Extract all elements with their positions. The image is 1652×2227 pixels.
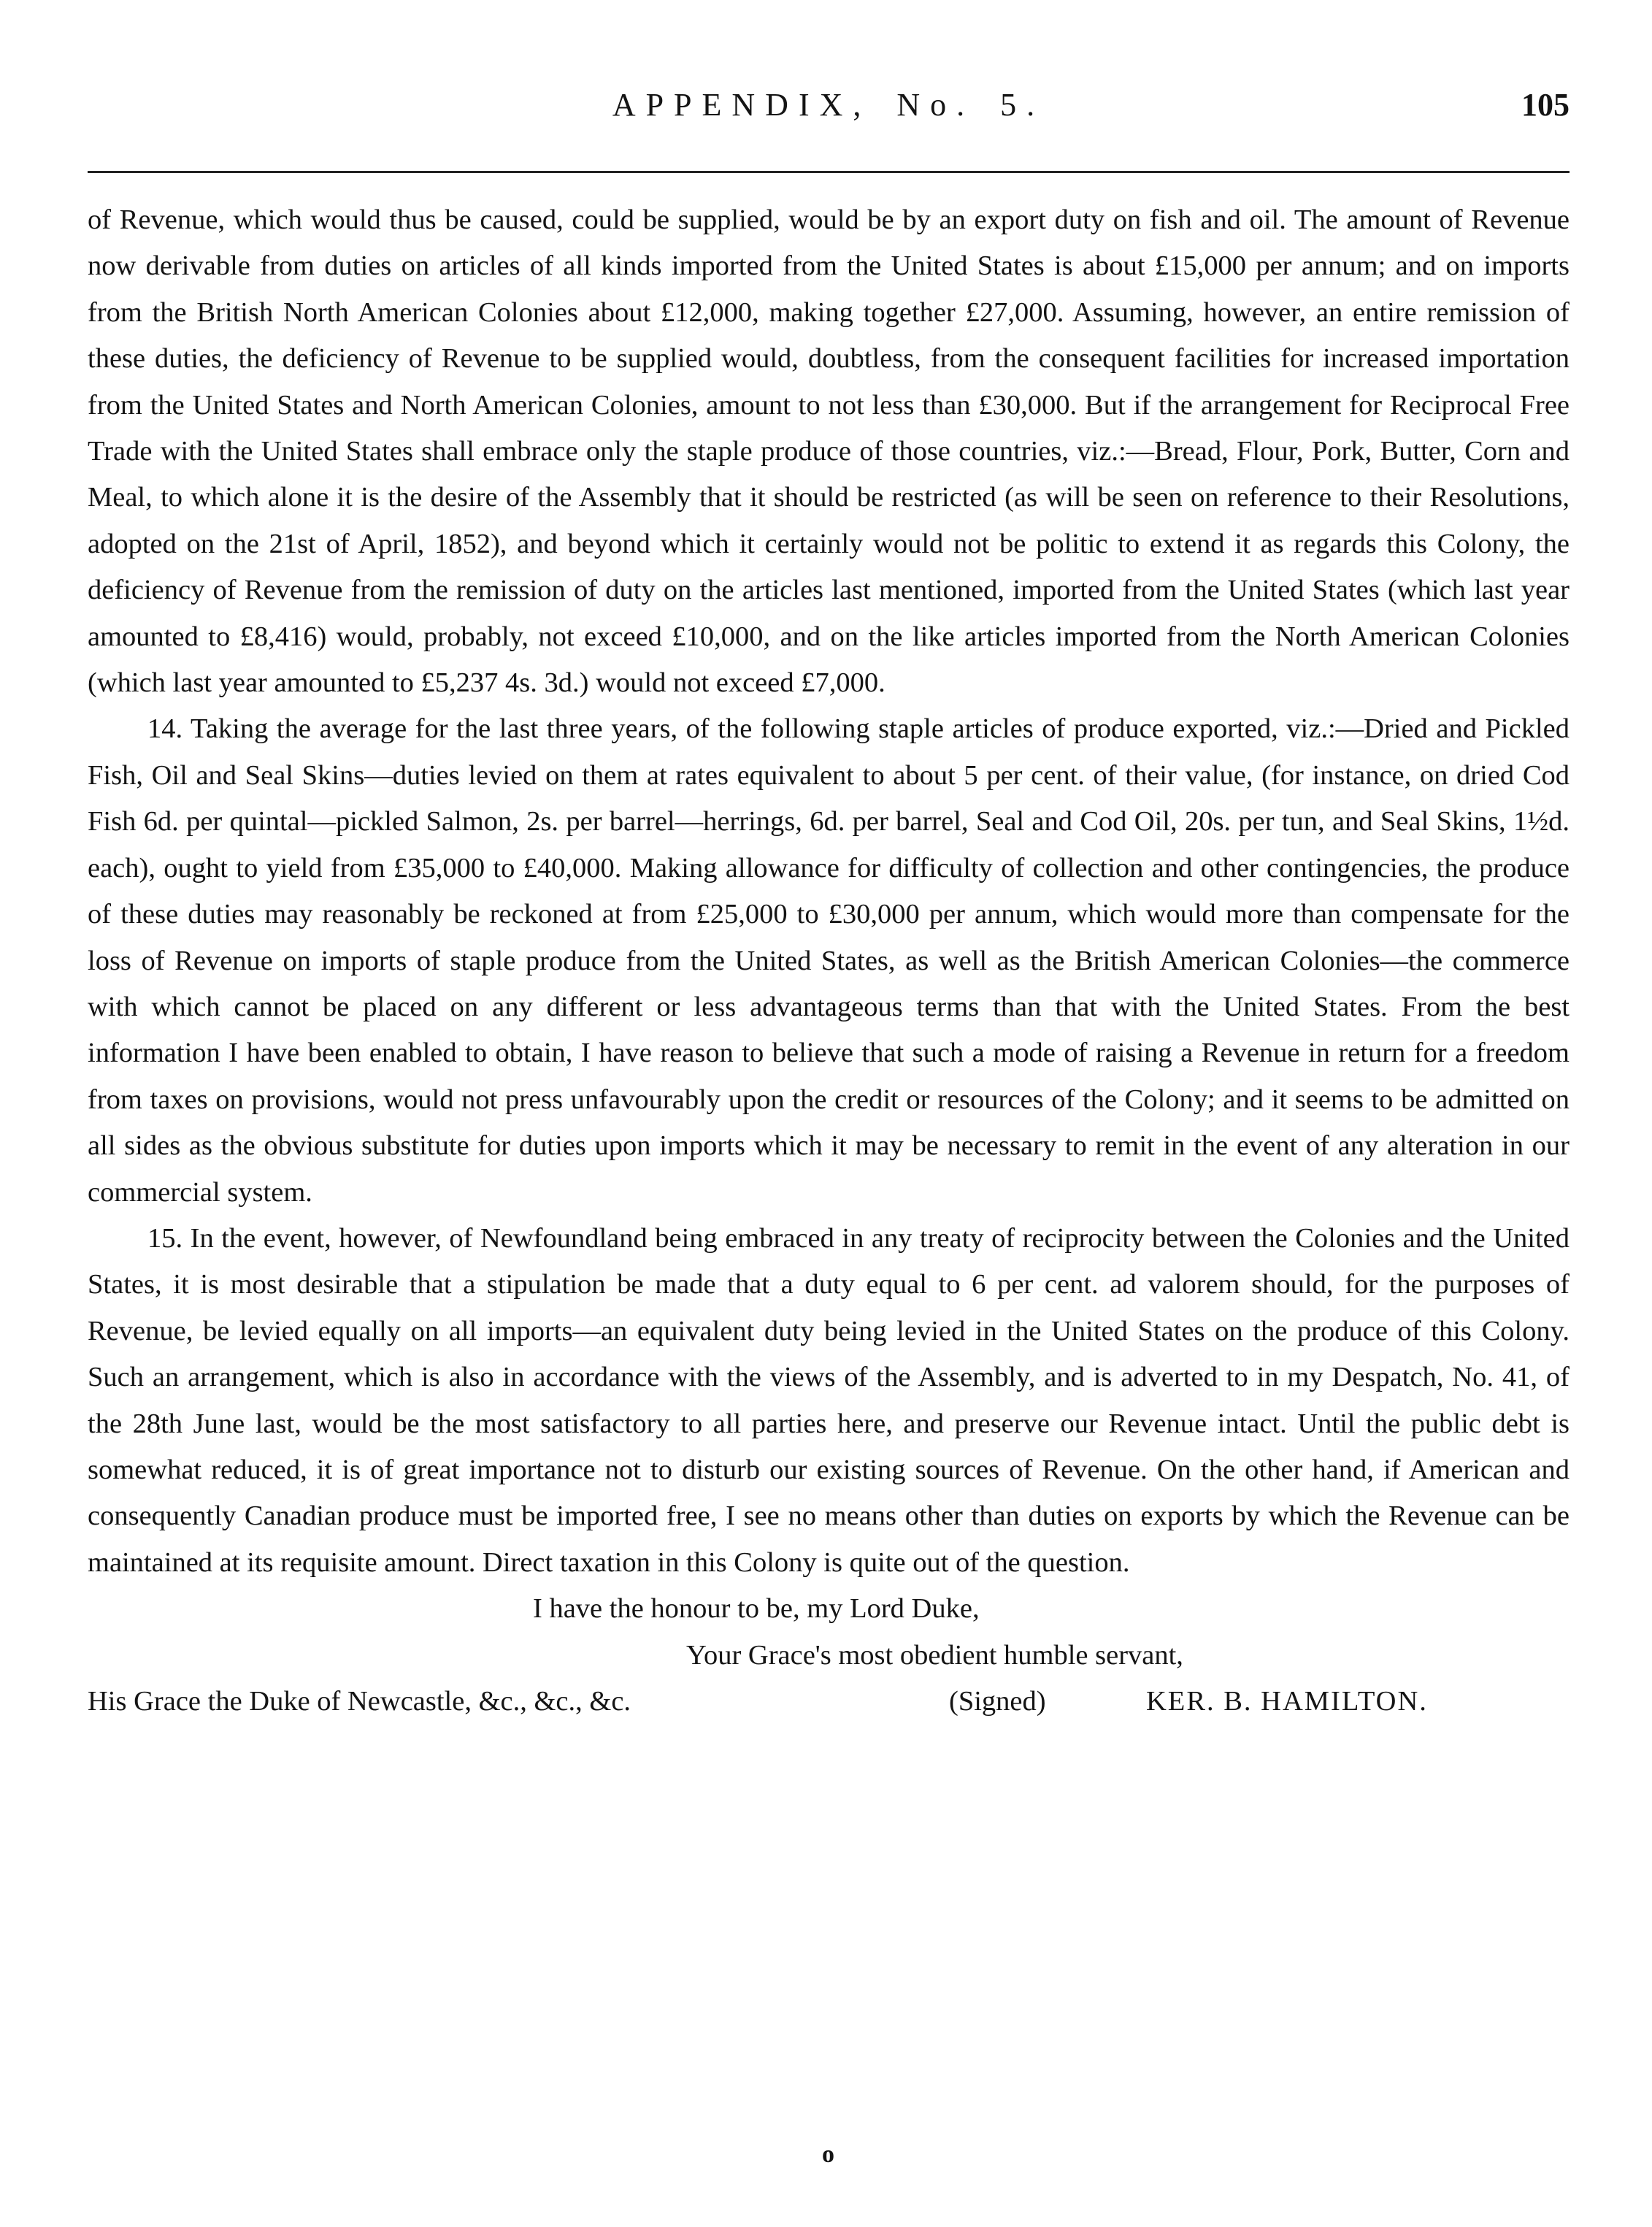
closing-line-2: Your Grace's most obedient humble servant, — [686, 1639, 1183, 1671]
paragraph-continuation: of Revenue, which would thus be caused, could be supplied, would be by an export duty on fish and oil. The amount of Revenue now derivable from duties on articles of all kinds imported from the United States is about £15,000 per annum; and on imports from the British North American Colonies about £12,000, making together £27,000. Assuming, however, an entire remission of these duties, the deficiency of Revenue to be supplied would, doubtless, from the consequent facilities for increased importation from the United States and North American Colonies, amount to not less than £30,000. But if the arrangement for Reciprocal Free Trade with the United States shall embrace only the staple produce of those countries, viz.:—Bread, Flour, Pork, Butter, Corn and Meal, to which alone it is the desire of the Assembly that it should be restricted (as will be seen on reference to their Resolutions, adopted on the 21st of April, 1852), and beyond which it certainly would not be politic to extend it as regards this Colony, the deficiency of Revenue from the remission of duty on the articles last mentioned, imported from the United States (which last year amounted to £8,416) would, probably, not exceed £10,000, and on the like articles imported from the North American Colonies (which last year amounted to £5,237 4s. 3d.) would not exceed £7,000. — [88, 204, 1570, 699]
document-page — [88, 80, 1570, 2169]
running-header — [88, 80, 1570, 131]
paragraph-15: 15. In the event, however, of Newfoundland being embraced in any treaty of reciprocity between the Colonies and the United States, it is most desirable that a stipulation be made that a duty equal to 6 per cent. ad valorem should, for the purposes of Revenue, be levied equally on all imports—an equivalent duty being levied in the United States on the produce of this Colony. Such an arrangement, which is also in accordance with the views of the Assembly, and is adverted to in my Despatch, No. 41, of the 28th June last, would be the most satisfactory to all parties here, and preserve our Revenue intact. Until the public debt is somewhat reduced, it is of great importance not to disturb our existing sources of Revenue. On the other hand, if American and consequently Canadian produce must be imported free, I see no means other than duties on exports by which the Revenue can be maintained at its requisite amount. Direct taxation in this Colony is quite out of the question. — [88, 1222, 1570, 1578]
closing-line-1: I have the honour to be, my Lord Duke, — [533, 1593, 980, 1625]
signed-label: (Signed) — [949, 1686, 1046, 1717]
signatory-name: KER. B. HAMILTON. — [1146, 1686, 1428, 1717]
signature-mark: o — [822, 2141, 834, 2168]
addressee: His Grace the Duke of Newcastle, &c., &c., &c. — [88, 1686, 631, 1717]
signature-block — [88, 1679, 1570, 1725]
header-rule — [88, 171, 1570, 173]
running-title: APPENDIX, No. 5. — [612, 87, 1045, 123]
body-text — [88, 197, 1570, 1725]
paragraph-14: 14. Taking the average for the last three years, of the following staple articles of produce exported, viz.:—Dried and Pickled Fish, Oil and Seal Skins—duties levied on them at rates equivalent to about 5 per cent. of their value, (for instance, on dried Cod Fish 6d. per quintal—pickled Salmon, 2s. per barrel—herrings, 6d. per barrel, Seal and Cod Oil, 20s. per tun, and Seal Skins, 1½d. each), ought to yield from £35,000 to £40,000. Making allowance for difficulty of collection and other contingencies, the produce of these duties may reasonably be reckoned at from £25,000 to £30,000 per annum, which would more than compensate for the loss of Revenue on imports of staple produce from the United States, as well as the British American Colonies—the commerce with which cannot be placed on any different or less advantageous terms than that with the United States. From the best information I have been enabled to obtain, I have reason to believe that such a mode of raising a Revenue in return for a freedom from taxes on provisions, would not press unfavourably upon the credit or resources of the Colony; and it seems to be admitted on all sides as the obvious substitute for duties upon imports which it may be necessary to remit in the event of any alteration in our commercial system. — [88, 713, 1570, 1208]
page-number: 105 — [1521, 87, 1570, 123]
closing-salutation — [88, 1586, 1570, 1679]
